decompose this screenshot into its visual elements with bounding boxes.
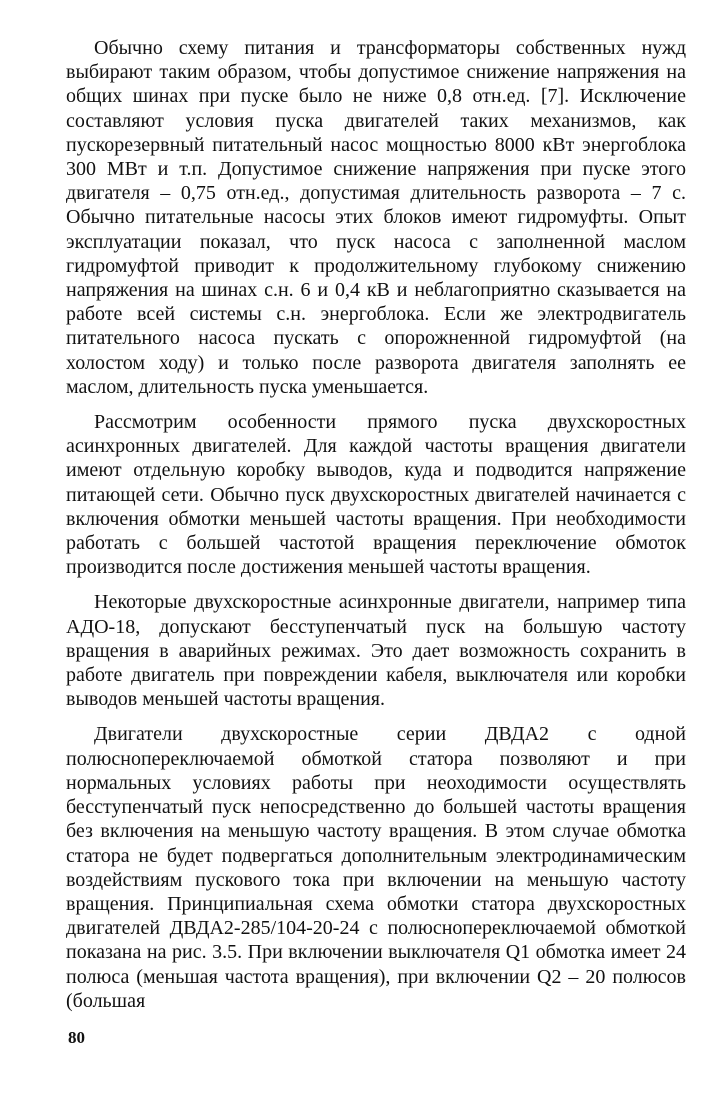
page-number: 80 xyxy=(68,1028,85,1047)
paragraph: Рассмотрим особенности прямого пуска двухскоростных асинхронных двигателей. Для каждой частоты вращения двигатели имеют отдельную коробку выводов, куда и подводится напряжение питающей сети. Обычно пуск двухскоростных двигателей начинается с включения обмотки меньшей частоты вращения. При необходимости работать с большей частотой вращения переключение обмоток производится после достижения меньшей частоты вращения. xyxy=(66,411,686,579)
paragraph: Некоторые двухскоростные асинхронные двигатели, например типа АДО-18, допускают бесступенчатый пуск на большую частоту вращения в аварийных режимах. Это дает возможность сохранить в работе двигатель при повреждении кабеля, выключателя или коробки выводов меньшей частоты вращения. xyxy=(66,591,686,711)
paragraph: Двигатели двухскоростные серии ДВДА2 с одной полюснопереключаемой обмоткой статора позволяют и при нормальных условиях работы при неоходимости осуществлять бесступенчатый пуск непосредственно до большей частоты вращения без включения на меньшую частоту вращения. В этом случае обмотка статора не будет подвергаться дополнительным электродинамическим воздействиям пускового тока при включении на меньшую частоту вращения. Принципиальная схема обмотки статора двухскоростных двигателей ДВДА2-285/104-20-24 с полюснопереключаемой обмоткой показана на рис. 3.5. При включении выключателя Q1 обмотка имеет 24 полюса (меньшая частота вращения), при включении Q2 – 20 полюсов (большая xyxy=(66,723,686,1012)
page-body xyxy=(66,36,686,1024)
paragraph: Обычно схему питания и трансформаторы собственных нужд выбирают таким образом, чтобы допустимое снижение напряжения на общих шинах при пуске было не ниже 0,8 отн.ед. [7]. Исключение составляют условия пуска двигателей таких механизмов, как пускорезервный питательный насос мощностью 8000 кВт энергоблока 300 МВт и т.п. Допустимое снижение напряжения при пуске этого двигателя – 0,75 отн.ед., допустимая длительность разворота – 7 с. Обычно питательные насосы этих блоков имеют гидромуфты. Опыт эксплуатации показал, что пуск насоса с заполненной маслом гидромуфтой приводит к продолжительному глубокому снижению напряжения на шинах с.н. 6 и 0,4 кВ и неблагоприятно сказывается на работе всей системы с.н. энергоблока. Если же электродвигатель питательного насоса пускать с опорожненной гидромуфтой (на холостом ходу) и только после разворота двигателя заполнять ее маслом, длительность пуска уменьшается. xyxy=(66,37,686,398)
